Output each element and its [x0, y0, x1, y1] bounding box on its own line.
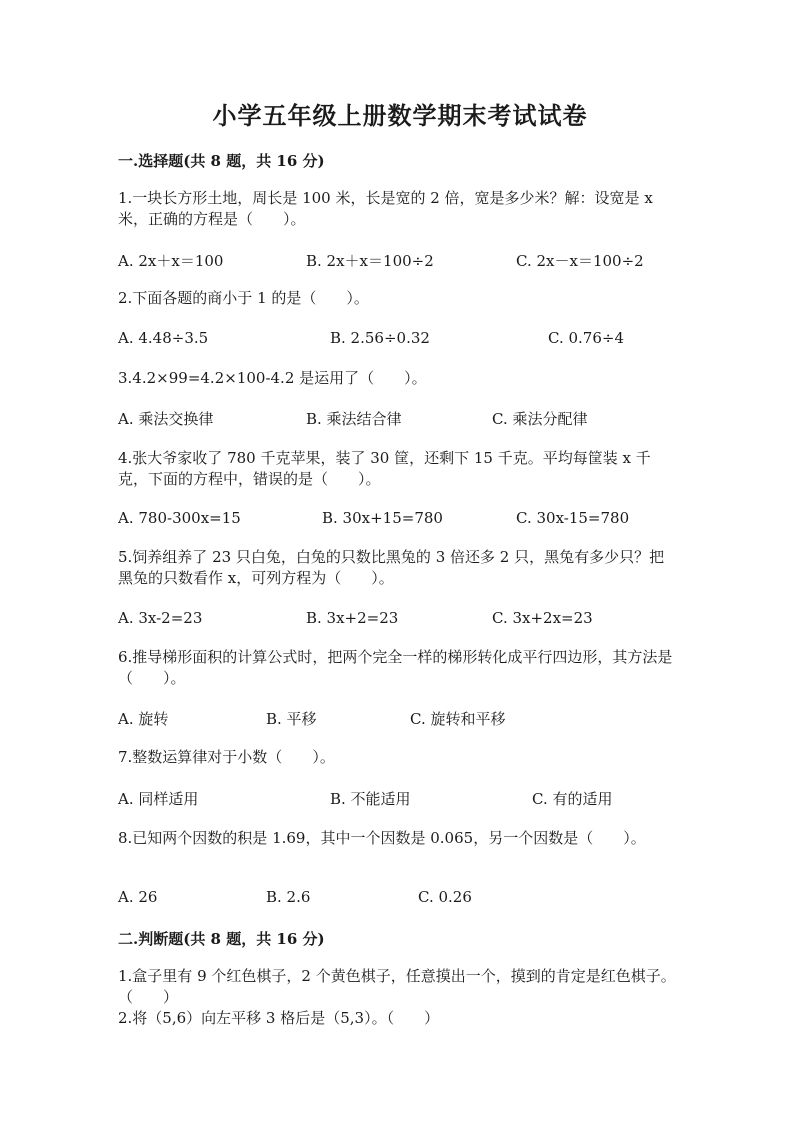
option-b: B. 不能适用	[330, 790, 411, 808]
option-c: C. 旋转和平移	[410, 710, 506, 728]
option-c: C. 0.76÷4	[548, 329, 624, 347]
section-heading-judge: 二.判断题(共 8 题，共 16 分)	[118, 930, 325, 948]
option-a: A. 4.48÷3.5	[118, 329, 209, 347]
option-b: B. 平移	[266, 710, 317, 728]
option-row	[118, 509, 718, 529]
question-stem: 2.将（5,6）向左平移 3 格后是（5,3）。（ ）	[118, 1009, 440, 1027]
option-row	[118, 888, 718, 908]
option-c: C. 3x+2x=23	[492, 609, 593, 627]
question-stem: 2.下面各题的商小于 1 的是（ ）。	[118, 289, 369, 307]
option-c: C. 2x－x＝100÷2	[516, 252, 644, 270]
question-stem: 7.整数运算律对于小数（ ）。	[118, 748, 335, 766]
option-row	[118, 408, 718, 428]
option-row	[118, 788, 718, 808]
option-row	[118, 609, 718, 629]
option-b: B. 乘法结合律	[306, 410, 402, 428]
option-a: A. 2x＋x＝100	[118, 252, 224, 270]
option-b: B. 3x+2=23	[306, 609, 399, 627]
question-stem: 3.4.2×99=4.2×100-4.2 是运用了（ ）。	[118, 369, 427, 387]
question-stem: 5.饲养组养了 23 只白兔，白兔的只数比黑兔的 3 倍还多 2 只，黑兔有多少只？把黑兔的只数看作 x，可列方程为（ ）。	[118, 548, 665, 587]
option-c: C. 0.26	[418, 888, 472, 906]
question-stem: 8.已知两个因数的积是 1.69，其中一个因数是 0.065，另一个因数是（ ）。	[118, 829, 646, 847]
option-a: A. 3x-2=23	[118, 609, 203, 627]
option-row	[118, 708, 718, 728]
option-c: C. 30x-15=780	[516, 509, 630, 527]
question-stem: 1.盒子里有 9 个红色棋子，2 个黄色棋子，任意摸出一个，摸到的肯定是红色棋子。（ ）	[118, 967, 676, 1006]
option-a: A. 同样适用	[118, 790, 199, 808]
question-stem: 4.张大爷家收了 780 千克苹果，装了 30 筐，还剩下 15 千克。平均每筐装 x 千克，下面的方程中，错误的是（ ）。	[118, 449, 651, 488]
option-c: C. 乘法分配律	[492, 410, 588, 428]
section-heading-choice: 一.选择题(共 8 题，共 16 分)	[118, 152, 325, 170]
option-a: A. 780-300x=15	[118, 509, 241, 527]
question-stem: 6.推导梯形面积的计算公式时，把两个完全一样的梯形转化成平行四边形，其方法是（ ）。	[118, 648, 673, 687]
question-stem: 1.一块长方形土地，周长是 100 米，长是宽的 2 倍，宽是多少米？解：设宽是 x 米，正确的方程是（ ）。	[118, 189, 653, 228]
option-b: B. 2.56÷0.32	[330, 329, 430, 347]
option-row	[118, 329, 718, 349]
option-a: A. 乘法交换律	[118, 410, 214, 428]
option-b: B. 2x＋x＝100÷2	[306, 252, 434, 270]
page-title: 小学五年级上册数学期末考试试卷	[212, 101, 588, 130]
option-b: B. 30x+15=780	[322, 509, 443, 527]
option-c: C. 有的适用	[532, 790, 613, 808]
option-a: A. 旋转	[118, 710, 169, 728]
option-row	[118, 250, 718, 270]
option-a: A. 26	[118, 888, 158, 906]
option-b: B. 2.6	[266, 888, 311, 906]
